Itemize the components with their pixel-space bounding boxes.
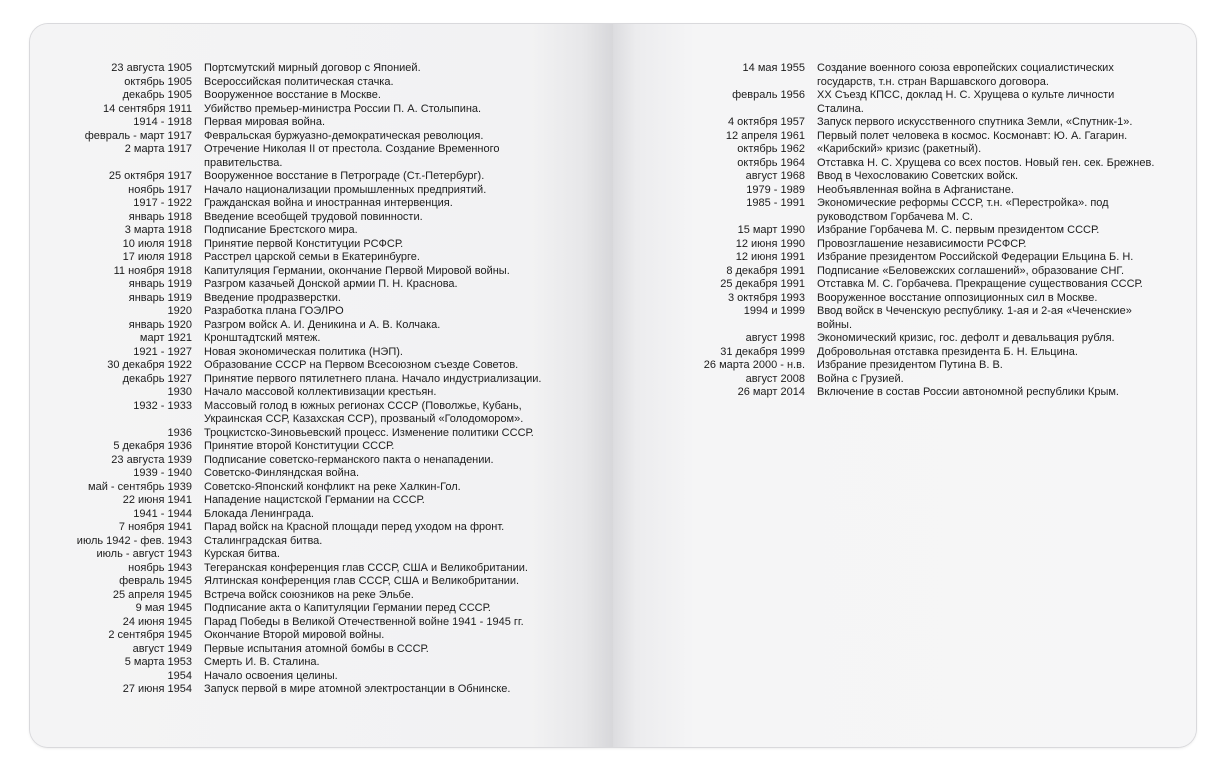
- entry-date: 1930: [167, 386, 192, 398]
- entry-date: 3 марта 1918: [124, 224, 192, 236]
- entry-event: Введение продразверстки.: [204, 291, 341, 304]
- entry-event: Начало массовой коллективизации крестьян.: [204, 386, 437, 398]
- entry-event: Первая мировая война.: [204, 116, 326, 128]
- entry-date: 5 декабря 1936: [113, 440, 192, 452]
- entry-date: 23 августа 1905: [111, 62, 192, 74]
- entry-date: 12 июня 1991: [735, 251, 805, 263]
- timeline-entry: [30, 616, 564, 630]
- entry-date: 25 апреля 1945: [112, 588, 192, 601]
- entry-event: Массовый голод в южных регионах СССР (Поволжье, Кубань, Украинская ССР, Казахская ССР), прозваный «Голодомором».: [204, 399, 524, 425]
- entry-date: 8 декабря 1991: [726, 264, 805, 277]
- entry-date: 25 октября 1917: [108, 170, 192, 182]
- entry-date: 1994 и 1999: [743, 305, 805, 317]
- timeline-entry: [613, 143, 1157, 157]
- timeline-entry: [30, 251, 564, 265]
- timeline-entry: [613, 386, 1157, 400]
- timeline-entry: [613, 373, 1157, 387]
- entry-event: Первый полет человека в космос. Космонавт: Ю. А. Гагарин.: [817, 129, 1128, 142]
- entry-date: март 1921: [139, 332, 192, 344]
- timeline-entry: [613, 265, 1157, 279]
- timeline-entry: [30, 319, 564, 333]
- entry-event: Окончание Второй мировой войны.: [204, 629, 385, 641]
- entry-event: Вооруженное восстание в Москве.: [204, 89, 381, 101]
- entry-date: июль 1942 - фев. 1943: [76, 534, 192, 547]
- timeline-entry: [30, 346, 564, 360]
- timeline-entry: [613, 170, 1157, 184]
- entry-event: Блокада Ленинграда.: [204, 507, 314, 520]
- entry-date: август 1949: [132, 642, 192, 655]
- entry-event: Ввод войск в Чеченскую республику. 1-ая и 2-ая «Чеченские» войны.: [817, 305, 1132, 331]
- timeline-entry: [30, 359, 564, 373]
- book-spread: [30, 24, 1196, 747]
- timeline-entry: [30, 332, 564, 346]
- left-page: [30, 24, 613, 747]
- entry-event: Встреча войск союзников на реке Эльбе.: [204, 588, 414, 601]
- entry-date: январь 1920: [128, 318, 192, 331]
- entry-event: Всероссийская политическая стачка.: [204, 75, 394, 88]
- entry-date: октябрь 1964: [737, 156, 805, 169]
- timeline-entry: [613, 157, 1157, 171]
- entry-event: Отставка М. С. Горбачева. Прекращение существования СССР.: [817, 278, 1143, 290]
- timeline-list-left: [30, 62, 564, 697]
- entry-event: Расстрел царской семьи в Екатеринбурге.: [204, 251, 420, 263]
- timeline-entry: [30, 62, 564, 76]
- entry-event: Советско-Финляндская война.: [204, 467, 360, 479]
- entry-date: ноябрь 1943: [128, 561, 192, 574]
- entry-date: 9 мая 1945: [135, 602, 192, 614]
- timeline-entry: [30, 143, 564, 170]
- timeline-entry: [30, 575, 564, 589]
- timeline-list-right: [613, 62, 1157, 400]
- timeline-entry: [613, 116, 1157, 130]
- entry-date: 3 октября 1993: [728, 291, 805, 304]
- entry-date: 17 июля 1918: [122, 251, 192, 263]
- entry-date: 10 июля 1918: [122, 237, 192, 250]
- timeline-entry: [30, 211, 564, 225]
- entry-date: 12 апреля 1961: [725, 129, 805, 142]
- entry-date: 7 ноября 1941: [118, 521, 192, 533]
- timeline-entry: [613, 359, 1157, 373]
- entry-event: XX Съезд КПСС, доклад Н. С. Хрущева о культе личности Сталина.: [817, 89, 1115, 115]
- entry-date: 2 сентября 1945: [108, 629, 192, 641]
- entry-date: 25 декабря 1991: [720, 278, 805, 290]
- entry-date: 1936: [167, 426, 192, 439]
- timeline-entry: [30, 670, 564, 684]
- entry-date: 12 июня 1990: [735, 237, 805, 250]
- timeline-entry: [30, 643, 564, 657]
- entry-event: Разгром войск А. И. Деникина и А. В. Колчака.: [204, 318, 441, 331]
- timeline-entry: [30, 89, 564, 103]
- timeline-entry: [30, 481, 564, 495]
- entry-date: 11 ноября 1918: [113, 264, 192, 277]
- entry-event: Парад войск на Красной площади перед уходом на фронт.: [204, 521, 505, 533]
- entry-event: Избрание Горбачева М. С. первым президентом СССР.: [817, 224, 1100, 236]
- entry-date: 14 мая 1955: [742, 62, 805, 74]
- timeline-entry: [30, 170, 564, 184]
- timeline-entry: [613, 197, 1157, 224]
- entry-event: Гражданская война и иностранная интервенция.: [204, 197, 453, 209]
- entry-event: Кронштадтский мятеж.: [204, 332, 321, 344]
- timeline-entry: [30, 373, 564, 387]
- entry-event: Сталинградская битва.: [204, 534, 323, 547]
- entry-date: январь 1918: [128, 210, 192, 223]
- entry-date: ноябрь 1917: [128, 183, 192, 196]
- timeline-entry: [30, 197, 564, 211]
- entry-date: февраль 1945: [119, 575, 192, 587]
- timeline-entry: [30, 400, 564, 427]
- timeline-entry: [30, 238, 564, 252]
- timeline-entry: [30, 535, 564, 549]
- entry-event: Подписание акта о Капитуляции Германии перед СССР.: [204, 602, 491, 614]
- entry-date: 1939 - 1940: [133, 467, 192, 479]
- timeline-entry: [30, 116, 564, 130]
- entry-event: Отставка Н. С. Хрущева со всех постов. Новый ген. сек. Брежнев.: [817, 156, 1155, 169]
- entry-date: январь 1919: [128, 278, 192, 290]
- entry-event: Троцкистско-Зиновьевский процесс. Изменение политики СССР.: [204, 426, 534, 439]
- timeline-entry: [30, 103, 564, 117]
- entry-event: Принятие первого пятилетнего плана. Начало индустриализации.: [204, 372, 542, 385]
- entry-event: Новая экономическая политика (НЭП).: [204, 345, 403, 358]
- entry-date: 1985 - 1991: [746, 197, 805, 209]
- timeline-entry: [30, 521, 564, 535]
- entry-event: Подписание Брестского мира.: [204, 224, 358, 236]
- entry-event: Разработка плана ГОЭЛРО: [204, 305, 344, 317]
- entry-date: 4 октября 1957: [728, 116, 805, 128]
- timeline-entry: [30, 130, 564, 144]
- entry-date: август 1998: [745, 332, 805, 344]
- entry-event: Ввод в Чехословакию Советских войск.: [817, 170, 1019, 182]
- entry-date: 30 декабря 1922: [107, 359, 192, 371]
- entry-date: май - сентябрь 1939: [88, 480, 192, 493]
- entry-event: Вооруженное восстание в Петрограде (Ст.-Петербург).: [204, 170, 485, 182]
- entry-date: 14 сентября 1911: [103, 102, 192, 115]
- timeline-entry: [613, 224, 1157, 238]
- entry-event: Тегеранская конференция глав СССР, США и Великобритании.: [204, 561, 528, 574]
- timeline-entry: [613, 278, 1157, 292]
- timeline-entry: [30, 508, 564, 522]
- entry-event: Необъявленная война в Афганистане.: [817, 183, 1014, 196]
- entry-date: декабрь 1927: [122, 372, 192, 385]
- timeline-entry: [30, 292, 564, 306]
- entry-event: Война с Грузией.: [817, 372, 904, 385]
- entry-date: 24 июня 1945: [122, 615, 192, 628]
- timeline-entry: [613, 292, 1157, 306]
- timeline-entry: [613, 305, 1157, 332]
- right-page: [613, 24, 1196, 747]
- timeline-entry: [30, 494, 564, 508]
- entry-event: Начало освоения целины.: [204, 669, 338, 682]
- timeline-entry: [613, 184, 1157, 198]
- entry-date: 26 март 2014: [737, 386, 805, 398]
- entry-date: 22 июня 1941: [122, 494, 192, 506]
- entry-event: Смерть И. В. Сталина.: [204, 656, 320, 668]
- entry-date: февраль - март 1917: [84, 129, 192, 142]
- entry-event: Запуск первой в мире атомной электростанции в Обнинске.: [204, 683, 511, 695]
- entry-event: Парад Победы в Великой Отечественной войне 1941 - 1945 гг.: [204, 615, 524, 628]
- entry-event: Включение в состав России автономной республики Крым.: [817, 386, 1119, 398]
- entry-date: декабрь 1905: [122, 89, 192, 101]
- entry-date: 5 марта 1953: [124, 656, 192, 668]
- entry-date: 1920: [167, 305, 192, 317]
- timeline-entry: [30, 467, 564, 481]
- entry-date: июль - август 1943: [96, 548, 192, 560]
- entry-event: Провозглашение независимости РСФСР.: [817, 237, 1027, 250]
- entry-event: Советско-Японский конфликт на реке Халкин-Гол.: [204, 480, 461, 493]
- entry-event: Введение всеобщей трудовой повинности.: [204, 210, 423, 223]
- entry-date: январь 1919: [128, 291, 192, 304]
- entry-date: 1917 - 1922: [133, 197, 192, 209]
- entry-event: Вооруженное восстание оппозиционных сил в Москве.: [817, 291, 1098, 304]
- entry-date: август 2008: [745, 372, 805, 385]
- timeline-entry: [30, 305, 564, 319]
- timeline-entry: [613, 346, 1157, 360]
- entry-event: Создание военного союза европейских социалистических государств, т.н. стран Варшавского договора.: [817, 62, 1114, 88]
- timeline-entry: [613, 332, 1157, 346]
- entry-date: 2 марта 1917: [124, 143, 192, 155]
- entry-event: Убийство премьер-министра России П. А. Столыпина.: [204, 102, 482, 115]
- entry-event: Принятие первой Конституции РСФСР.: [204, 237, 404, 250]
- timeline-entry: [613, 130, 1157, 144]
- entry-date: 1932 - 1933: [133, 399, 192, 412]
- timeline-entry: [30, 629, 564, 643]
- entry-event: Первые испытания атомной бомбы в СССР.: [204, 642, 429, 655]
- timeline-entry: [30, 548, 564, 562]
- timeline-entry: [613, 62, 1157, 89]
- timeline-entry: [30, 454, 564, 468]
- entry-event: Запуск первого искусственного спутника Земли, «Спутник-1».: [817, 116, 1133, 128]
- timeline-entry: [30, 265, 564, 279]
- entry-event: Ялтинская конференция глав СССР, США и Великобритании.: [204, 575, 520, 587]
- entry-event: Принятие второй Конституции СССР.: [204, 440, 395, 452]
- entry-event: Подписание «Беловежских соглашений», образование СНГ.: [817, 264, 1125, 277]
- entry-event: «Карибский» кризис (ракетный).: [817, 143, 982, 155]
- timeline-entry: [613, 238, 1157, 252]
- entry-event: Избрание президентом Путина В. В.: [817, 359, 1003, 371]
- timeline-entry: [613, 89, 1157, 116]
- entry-event: Портсмутский мирный договор с Японией.: [204, 62, 421, 74]
- entry-event: Начало национализации промышленных предприятий.: [204, 183, 487, 196]
- entry-event: Разгром казачьей Донской армии П. Н. Краснова.: [204, 278, 458, 290]
- entry-event: Февральская буржуазно-демократическая революция.: [204, 129, 484, 142]
- entry-date: 1921 - 1927: [133, 345, 192, 358]
- timeline-entry: [30, 427, 564, 441]
- timeline-entry: [30, 278, 564, 292]
- timeline-entry: [613, 251, 1157, 265]
- entry-date: август 1968: [745, 170, 805, 182]
- timeline-entry: [30, 76, 564, 90]
- entry-event: Избрание президентом Российской Федерации Ельцина Б. Н.: [817, 251, 1134, 263]
- entry-event: Отречение Николая II от престола. Создание Временного правительства.: [204, 143, 500, 169]
- entry-event: Подписание советско-германского пакта о ненападении.: [204, 453, 494, 466]
- entry-date: 1954: [167, 669, 192, 682]
- timeline-entry: [30, 656, 564, 670]
- timeline-entry: [30, 440, 564, 454]
- entry-date: 31 декабря 1999: [720, 345, 805, 358]
- entry-date: октябрь 1962: [737, 143, 805, 155]
- timeline-entry: [30, 602, 564, 616]
- entry-date: 15 март 1990: [737, 224, 805, 236]
- entry-date: 26 марта 2000 - н.в.: [703, 359, 805, 371]
- entry-event: Экономический кризис, гос. дефолт и девальвация рубля.: [817, 332, 1115, 344]
- timeline-entry: [30, 683, 564, 697]
- entry-event: Курская битва.: [204, 548, 280, 560]
- entry-event: Капитуляция Германии, окончание Первой Мировой войны.: [204, 264, 510, 277]
- timeline-entry: [30, 589, 564, 603]
- entry-date: октябрь 1905: [124, 75, 192, 88]
- entry-date: 23 августа 1939: [111, 453, 192, 466]
- timeline-entry: [30, 224, 564, 238]
- entry-event: Экономические реформы СССР, т.н. «Перестройка». под руководством Горбачева М. С.: [817, 197, 1109, 223]
- entry-date: 1914 - 1918: [133, 116, 192, 128]
- timeline-entry: [30, 562, 564, 576]
- entry-event: Нападение нацистской Германии на СССР.: [204, 494, 425, 506]
- entry-date: февраль 1956: [732, 89, 805, 101]
- entry-date: 27 июня 1954: [122, 683, 192, 695]
- timeline-entry: [30, 184, 564, 198]
- entry-event: Добровольная отставка президента Б. Н. Ельцина.: [817, 345, 1078, 358]
- timeline-entry: [30, 386, 564, 400]
- entry-date: 1941 - 1944: [133, 507, 192, 520]
- entry-event: Образование СССР на Первом Всесоюзном съезде Советов.: [204, 359, 519, 371]
- entry-date: 1979 - 1989: [746, 183, 805, 196]
